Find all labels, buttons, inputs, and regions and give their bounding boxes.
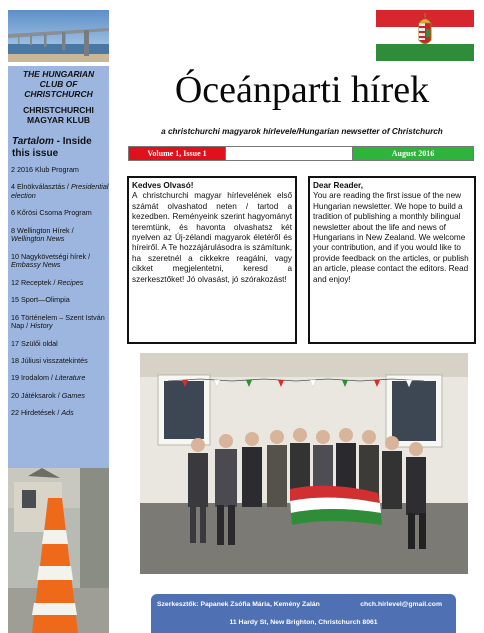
toc-item[interactable] xyxy=(11,183,109,200)
issue-date: August 2016 xyxy=(353,147,473,160)
issue-bar-spacer xyxy=(225,147,353,160)
toc-item[interactable] xyxy=(11,392,109,401)
toc-item[interactable] xyxy=(11,166,109,175)
toc-item[interactable] xyxy=(11,340,109,349)
footer-contact-box xyxy=(151,594,456,633)
toc-item[interactable] xyxy=(11,253,109,270)
toc-item-hu: 10 Nagykövetségi hírek / xyxy=(11,251,91,261)
toc-item-hu: 12 Receptek / xyxy=(11,277,58,287)
pier-photo xyxy=(8,10,109,62)
toc-item-hu: 15 Sport—Olimpia xyxy=(11,295,70,305)
club-name-hu: CHRISTCHURCHI MAGYAR KLUB xyxy=(23,105,94,125)
toc-item-en: Literature xyxy=(54,373,86,383)
intro-hu-body: A christchurchi magyar hírlevelének első számát olvashatod neten / tartod a kezedben. Reményeink szerint hagyományt teremtünk, és havonta olvashatsz két nyelven az Új-zélandi magyarok életéről és híreiről. A Te hozzájárulásodra is számítunk, ha szeretnél a cikkekre reagálni, vagy cikket megjelentetni, keresd a szerkesztőket! Jó olvasást, jó szórakozást! xyxy=(132,191,292,284)
footer-editors: Szerkesztők: Papanek Zsófia Mária, Kemény Zalán xyxy=(157,601,320,608)
toc-item[interactable] xyxy=(11,209,109,218)
toc-item[interactable] xyxy=(11,409,109,418)
toc-title-en: - Inside this issue xyxy=(12,136,92,159)
toc-title xyxy=(12,136,109,160)
toc-item-hu: 17 Szülői oldal xyxy=(11,338,58,348)
toc-item-en: Recipes xyxy=(57,277,84,287)
hungarian-flag xyxy=(376,10,474,61)
footer-email-link[interactable]: chch.hirlevel@gmail.com xyxy=(360,601,442,608)
toc-item-en: Presidential election xyxy=(11,182,109,200)
intro-en-body: You are reading the first issue of the new Hungarian newsletter. We hope to build a tradition of publishing a monthly bilingual newsletter about the life and news of Hungarians in New Zealand. We welcome your contribution, and if you would like to provide feedback on the articles, or publish an article, please contact the editors. Read and enjoy! xyxy=(313,191,469,284)
toc-item-hu: 18 Júliusi visszatekintés xyxy=(11,355,88,365)
toc-list xyxy=(8,166,109,418)
intro-hungarian-box xyxy=(127,176,297,344)
newsletter-title: Óceánparti hírek xyxy=(174,69,430,111)
issue-bar xyxy=(128,146,474,161)
issue-volume: Volume 1, Issue 1 xyxy=(129,147,225,160)
intro-hu-heading: Kedves Olvasó! xyxy=(132,181,194,190)
toc-item[interactable] xyxy=(11,374,109,383)
toc-item-en: Wellington News xyxy=(11,234,65,244)
toc-item-hu: 6 Kőrösi Csoma Program xyxy=(11,208,92,218)
intro-en-heading: Dear Reader, xyxy=(313,181,364,190)
toc-item[interactable] xyxy=(11,357,109,366)
newsletter-subtitle: a christchurchi magyarok hírlevele/Hungarian newsetter of Christchurch xyxy=(161,127,443,136)
toc-item-hu: 19 Irodalom / xyxy=(11,373,55,383)
toc-item-hu: 16 Történelem – Szent István Nap / xyxy=(11,312,105,331)
footer-address: 11 Hardy St, New Brighton, Christchurch 8061 xyxy=(229,619,378,626)
toc-item[interactable] xyxy=(11,296,109,305)
toc-item-en: Ads xyxy=(61,408,74,418)
sidebar xyxy=(8,0,109,633)
group-photo xyxy=(140,353,468,574)
toc-item[interactable] xyxy=(11,227,109,244)
toc-item-en: History xyxy=(30,321,53,331)
toc-item[interactable] xyxy=(11,314,109,331)
toc-item-hu: 22 Hirdetések / xyxy=(11,408,62,418)
toc-item-en: Games xyxy=(61,390,85,400)
toc-item-hu: 4 Elnökválasztás / xyxy=(11,182,71,192)
toc-item-hu: 2 2016 Klub Program xyxy=(11,165,79,174)
intro-english-box xyxy=(308,176,476,344)
toc-item-hu: 8 Wellington Hírek / xyxy=(11,225,74,235)
toc-item[interactable] xyxy=(11,279,109,288)
toc-item-hu: 20 Játéksarok / xyxy=(11,390,62,400)
club-name-en: THE HUNGARIAN CLUB OF CHRISTCHURCH xyxy=(22,69,95,99)
hungarian-flag-held-icon xyxy=(290,486,382,525)
toc-item-en: Embassy News xyxy=(11,260,61,270)
traffic-cone-photo xyxy=(8,468,109,633)
toc-title-hu: Tartalom xyxy=(12,136,54,147)
